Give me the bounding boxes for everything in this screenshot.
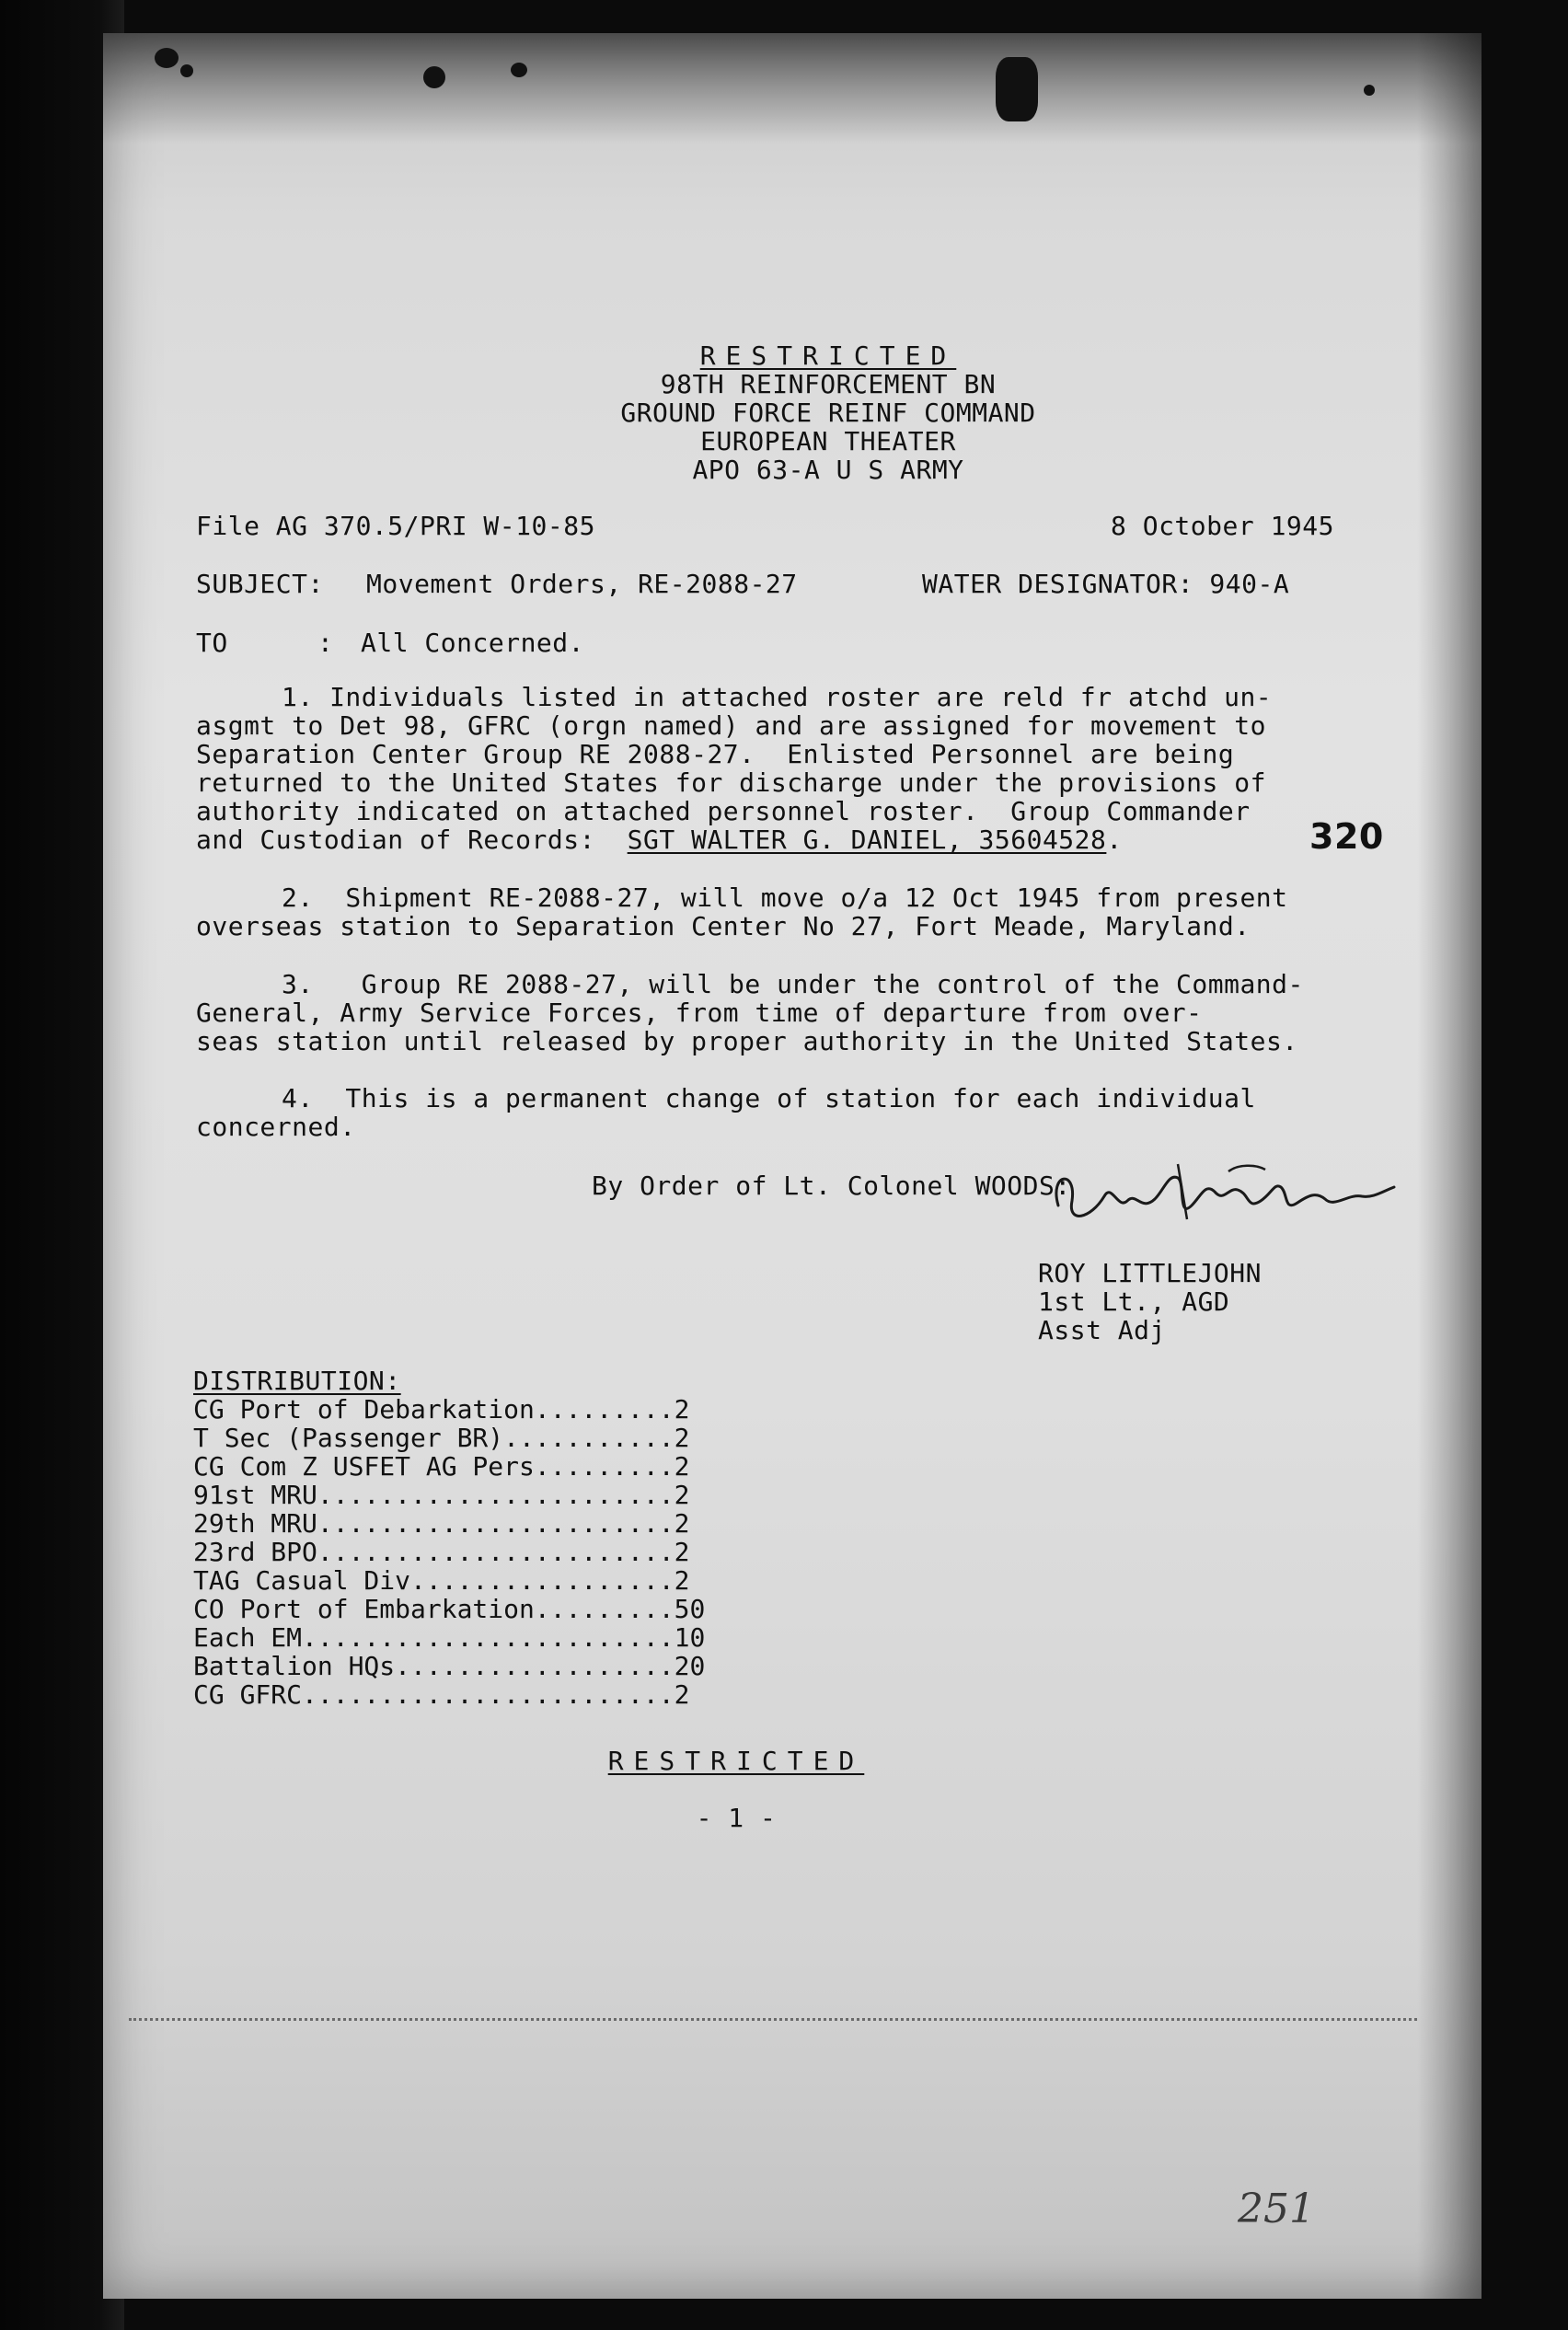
distribution-count: 2 <box>674 1394 690 1425</box>
para1-line: authority indicated on attached personnel roster. Group Commander <box>196 796 1251 826</box>
distribution-row <box>193 1452 764 1481</box>
distribution-label: CG Port of Debarkation......... <box>193 1394 674 1425</box>
to-colon: : <box>317 628 334 658</box>
distribution-row <box>193 1566 764 1595</box>
file-reference: File AG 370.5/PRI W-10-85 <box>196 511 595 541</box>
classification-bottom: RESTRICTED <box>607 1746 865 1776</box>
classification-top: RESTRICTED <box>699 340 957 371</box>
distribution-label: CG Com Z USFET AG Pers......... <box>193 1451 674 1482</box>
distribution-count: 50 <box>674 1594 706 1624</box>
distribution-label: CO Port of Embarkation......... <box>193 1594 674 1624</box>
distribution-row <box>193 1424 764 1452</box>
distribution-row <box>193 1595 764 1623</box>
unit-name: 98TH REINFORCEMENT BN <box>660 369 997 399</box>
distribution-label: 29th MRU....................... <box>193 1508 674 1539</box>
water-designator: WATER DESIGNATOR: 940-A <box>922 569 1290 599</box>
para2-line: 2. Shipment RE-2088-27, will move o/a 12 Oct 1945 from present <box>282 882 1288 913</box>
signer-rank: 1st Lt., AGD <box>1038 1286 1230 1317</box>
para4-line: concerned. <box>196 1112 356 1142</box>
to-label: TO <box>196 628 228 658</box>
para1-custodian-line <box>196 825 1123 854</box>
distribution-label: TAG Casual Div................. <box>193 1565 674 1596</box>
command-name: GROUND FORCE REINF COMMAND <box>620 398 1036 428</box>
to-text: All Concerned. <box>361 628 585 658</box>
distribution-count: 20 <box>674 1651 706 1681</box>
margin-number: 320 <box>1309 816 1384 857</box>
distribution-count: 2 <box>674 1679 690 1710</box>
document-date: 8 October 1945 <box>1111 511 1335 541</box>
theater-name: EUROPEAN THEATER <box>700 426 956 456</box>
distribution-label: CG GFRC........................ <box>193 1679 674 1710</box>
distribution-label: Each EM........................ <box>193 1622 674 1653</box>
distribution-label: Battalion HQs.................. <box>193 1651 674 1681</box>
para1-line: returned to the United States for discharge under the provisions of <box>196 767 1266 798</box>
para3-line: 3. Group RE 2088-27, will be under the control of the Command- <box>282 969 1304 999</box>
distribution-count: 2 <box>674 1480 690 1510</box>
distribution-count: 10 <box>674 1622 706 1653</box>
distribution-row <box>193 1538 764 1566</box>
page-number: - 1 - <box>696 1803 777 1833</box>
ink-speck <box>511 63 527 77</box>
distribution-count: 2 <box>674 1451 690 1482</box>
distribution-row <box>193 1509 764 1538</box>
custodian-name: SGT WALTER G. DANIEL, 35604528 <box>627 825 1107 855</box>
distribution-label: 91st MRU....................... <box>193 1480 674 1510</box>
subject-label: SUBJECT: <box>196 569 324 599</box>
by-order-line: By Order of Lt. Colonel WOODS: <box>592 1171 1071 1201</box>
distribution-row <box>193 1481 764 1509</box>
para2-line: overseas station to Separation Center No 27, Fort Meade, Maryland. <box>196 911 1251 941</box>
signer-name: ROY LITTLEJOHN <box>1038 1258 1262 1288</box>
distribution-count: 2 <box>674 1565 690 1596</box>
ink-speck <box>423 66 445 88</box>
custodian-prefix: and Custodian of Records: <box>196 825 628 855</box>
ink-speck <box>155 48 179 68</box>
para1-line: asgmt to Det 98, GFRC (orgn named) and are assigned for movement to <box>196 710 1266 741</box>
ink-speck <box>180 64 193 77</box>
scan-shadow-top <box>103 33 1482 144</box>
apo-address: APO 63-A U S ARMY <box>692 455 964 485</box>
handwritten-page-number: 251 <box>1238 2186 1315 2232</box>
scan-shadow-right <box>1417 33 1482 2299</box>
distribution-heading: DISTRIBUTION: <box>193 1366 401 1396</box>
distribution-row <box>193 1395 764 1424</box>
ink-speck <box>1364 85 1375 96</box>
custodian-suffix: . <box>1106 825 1123 855</box>
ink-speck <box>996 57 1038 121</box>
distribution-label: T Sec (Passenger BR)........... <box>193 1423 674 1453</box>
subject-text: Movement Orders, RE-2088-27 <box>366 569 798 599</box>
distribution-row <box>193 1680 764 1709</box>
para3-line: seas station until released by proper authority in the United States. <box>196 1026 1298 1056</box>
distribution-label: 23rd BPO....................... <box>193 1537 674 1567</box>
distribution-count: 2 <box>674 1423 690 1453</box>
para1-line: Separation Center Group RE 2088-27. Enlisted Personnel are being <box>196 739 1235 769</box>
para4-line: 4. This is a permanent change of station for each individual <box>282 1083 1256 1113</box>
distribution-row <box>193 1623 764 1652</box>
fold-line <box>129 2018 1417 2021</box>
para1-line: 1. Individuals listed in attached roster are reld fr atchd un- <box>282 682 1273 712</box>
distribution-count: 2 <box>674 1537 690 1567</box>
distribution-row <box>193 1652 764 1680</box>
para3-line: General, Army Service Forces, from time of departure from over- <box>196 998 1203 1028</box>
signer-title: Asst Adj <box>1038 1315 1166 1345</box>
handwritten-signature <box>1040 1155 1408 1238</box>
distribution-count: 2 <box>674 1508 690 1539</box>
